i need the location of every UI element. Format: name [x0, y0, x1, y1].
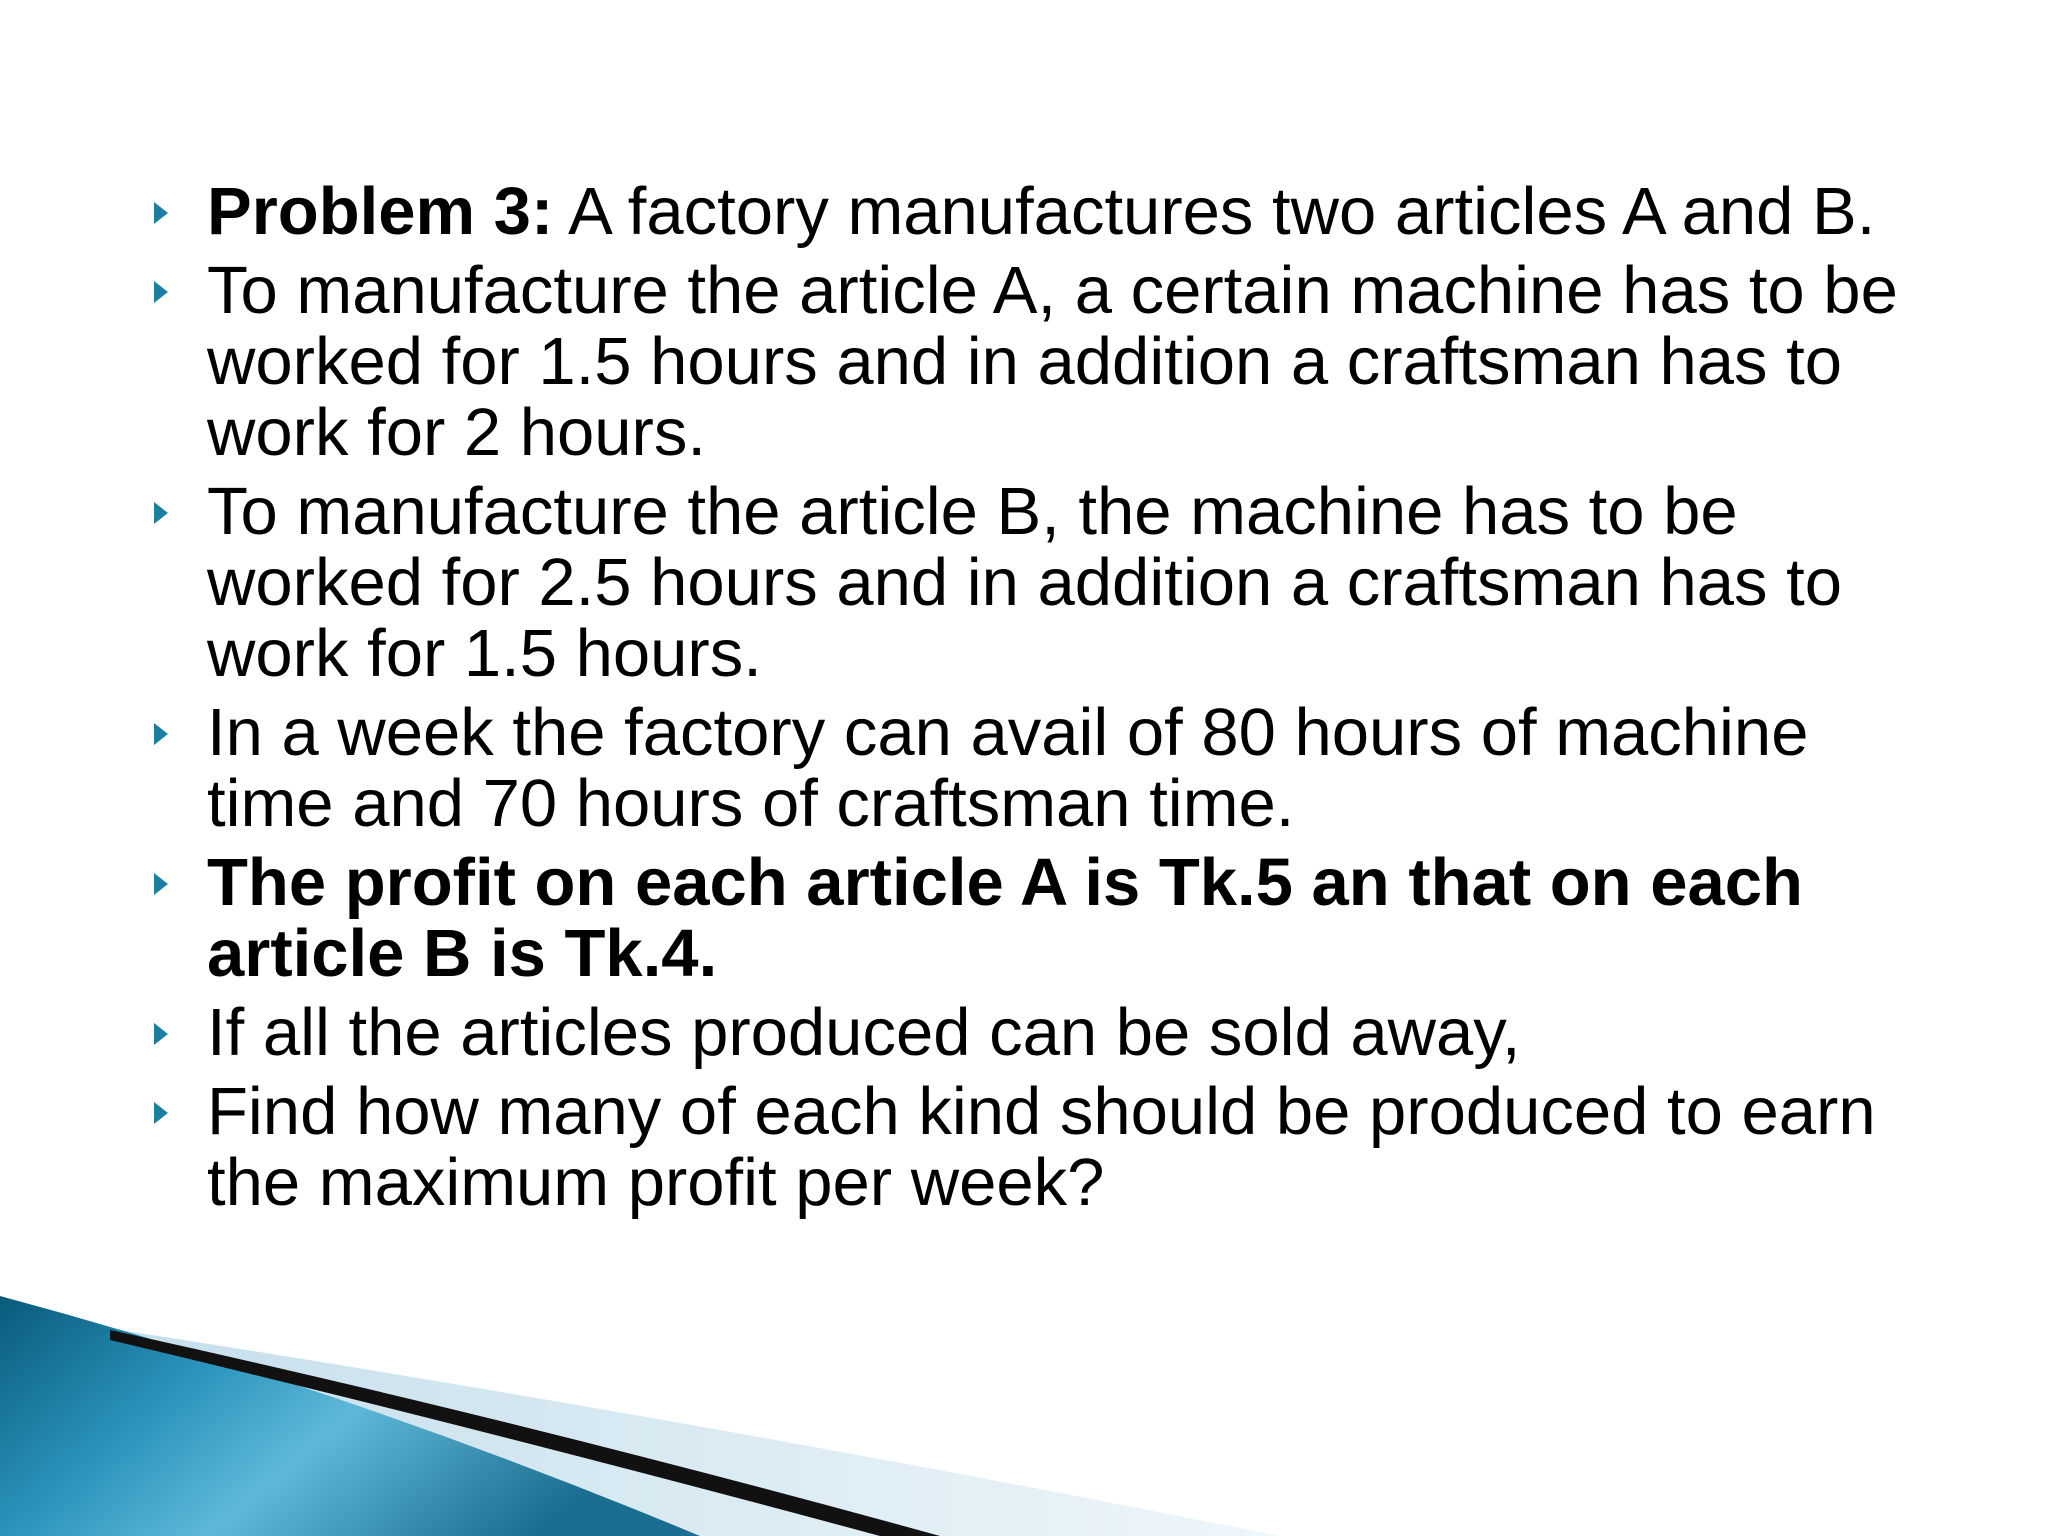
- bullet-list: [140, 176, 1920, 1226]
- bullet-item-problem: [140, 176, 1920, 247]
- bullet-text: To manufacture the article B, the machine has to be worked for 2.5 hours and in addition a craftsman has to work for 1.5 hours.: [207, 474, 1842, 691]
- bullet-item-article-b: [140, 476, 1920, 689]
- bullet-item-profit: [140, 847, 1920, 989]
- bullet-item-question: [140, 1076, 1920, 1218]
- triangle-bullet-icon: [154, 723, 168, 745]
- bullet-text: The profit on each article A is Tk.5 an that on each article B is Tk.4.: [207, 845, 1803, 991]
- bullet-text: A factory manufactures two articles A and B.: [553, 174, 1876, 249]
- bullet-text: If all the articles produced can be sold away,: [207, 995, 1521, 1070]
- bullet-text: Find how many of each kind should be produced to earn the maximum profit per week?: [207, 1074, 1876, 1220]
- triangle-bullet-icon: [154, 1102, 168, 1124]
- bullet-text: To manufacture the article A, a certain machine has to be worked for 1.5 hours and in addition a craftsman has to work for 2 hours.: [207, 253, 1898, 470]
- triangle-bullet-icon: [154, 873, 168, 895]
- triangle-bullet-icon: [154, 281, 168, 303]
- triangle-bullet-icon: [154, 202, 168, 224]
- bullet-item-sold: [140, 997, 1920, 1068]
- bullet-item-hours: [140, 697, 1920, 839]
- triangle-bullet-icon: [154, 502, 168, 524]
- triangle-bullet-icon: [154, 1023, 168, 1045]
- bullet-item-article-a: [140, 255, 1920, 468]
- bullet-lead: Problem 3:: [207, 174, 554, 249]
- bullet-text: In a week the factory can avail of 80 hours of machine time and 70 hours of craftsman time.: [207, 695, 1809, 841]
